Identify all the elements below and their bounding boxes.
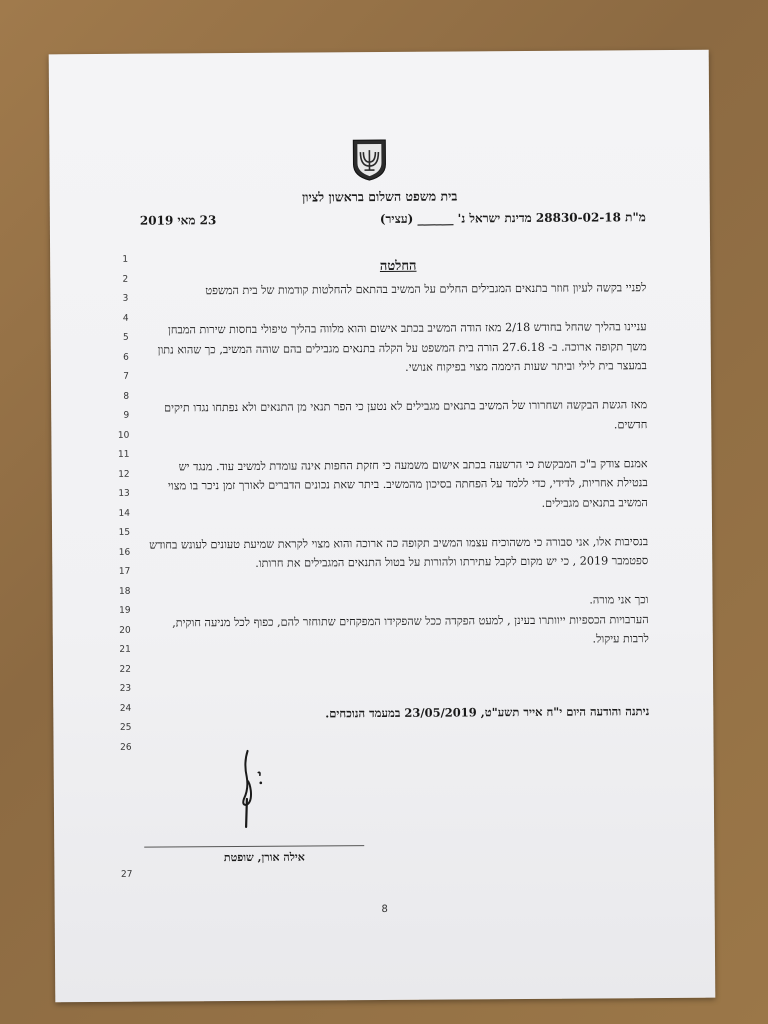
- line-number: 4: [122, 313, 129, 324]
- court-name: בית משפט השלום בראשון לציון: [301, 188, 458, 205]
- line-number: 24: [119, 703, 132, 714]
- decision-body: [146, 278, 649, 652]
- line-number: 6: [123, 352, 129, 363]
- line-number: 17: [118, 566, 131, 577]
- line-number: 7: [123, 371, 129, 382]
- order-intro: וכך אני מורה.: [589, 593, 649, 607]
- line-number: 20: [119, 625, 131, 636]
- line-number: 3: [122, 293, 129, 304]
- line-number: 26: [120, 742, 132, 753]
- line-number: 10: [117, 430, 130, 441]
- paragraph-analysis: אמנם צודק ב"כ המבקשת כי הרשעה בכתב אישום משמעה כי חזקת החפות אינה עומדת למשיב עוד. מנגד יש בנטילת אחריות, לדידי, כדי ללמד על הפחתה בסיכון מהמשיב. ביתר שאת נכונים הדברים לאורך זמן ניכר בו מצוי המשיב בתנאים מגבילים.: [167, 456, 648, 510]
- line-number: 16: [118, 547, 131, 558]
- line-number: 21: [119, 644, 131, 655]
- line-number: 19: [119, 605, 131, 616]
- signature-line: [144, 845, 364, 848]
- line-number: 9: [123, 410, 130, 421]
- line-number: 12: [118, 469, 130, 480]
- line-number: 8: [123, 391, 130, 402]
- line-number: 18: [118, 586, 131, 597]
- line-number: 2: [122, 274, 129, 285]
- document-page: [49, 50, 716, 1003]
- line-number: 1: [122, 254, 129, 265]
- line-number: 25: [119, 722, 132, 733]
- line-number: 23: [119, 683, 132, 694]
- paragraph-background: עניינו בהליך שהחל בחודש 2/18 מאז הודה המשיב בכתב אישום והוא מלווה בהליך טיפולי בחסות שירות המבחן משך תקופה ארוכה. ב- 27.6.18 הורה בית המשפט על הקלה בתנאים מגבילים בהם שוהה המשיב, כך שהוא נתון במעצר בית לילי וביתר שעות היממה מצוי בפיקוח אנושי.: [157, 320, 647, 374]
- case-header: [140, 210, 646, 232]
- line-number: 15: [118, 527, 131, 538]
- line-numbers: [108, 251, 132, 758]
- line-number: 5: [122, 332, 129, 343]
- state-emblem-icon: [349, 138, 389, 182]
- paragraph-request: לפניי בקשה לעיון חוזר בתנאים המגבילים החלים על המשיב בהתאם להחלטות קודמות של בית המשפט: [205, 281, 647, 298]
- case-number: מ"ת 28830-02-18 מדינת ישראל נ' ______ (עציר): [379, 210, 646, 227]
- decision-date: 23 מאי 2019: [139, 213, 217, 228]
- paragraph-compliance: מאז הגשת הבקשה ושחרורו של המשיב בתנאים מגבילים לא נטען כי הפר תנאי מן התנאים ולא נפתחו נגדו תיקים חדשים.: [164, 398, 648, 431]
- line-numbers-footer: [112, 866, 132, 886]
- line-number: 27: [120, 869, 133, 880]
- page-number: 8: [381, 903, 388, 916]
- order-text: הערבויות הכספיות ייוותרו בעינן , למעט הפקדה ככל שהפקידו המפקחים שתוחזר להם, כפוף לכל מניעה חוקית, לרבות עיקול.: [172, 612, 649, 646]
- line-number: 14: [118, 508, 130, 519]
- handwritten-signature-icon: [234, 743, 275, 833]
- line-number: 11: [118, 449, 130, 460]
- given-line: ניתנה והודעה היום י"ח אייר תשע"ט, 23/05/2019 במעמד הנוכחים.: [325, 704, 650, 721]
- line-number: 13: [118, 488, 130, 499]
- line-number: 22: [119, 664, 132, 675]
- decision-title: החלטה: [379, 258, 417, 275]
- paragraph-conclusion: בנסיבות אלו, אני סבורה כי משהוכיח עצמו המשיב תקופה כה ארוכה והוא מצוי לקראת שמיעת טעונים לעונש בחודש ספטמבר 2019 , כי יש מקום לקבל עתירתו ולהורות על בטול התנאים המגבילים את חרותו.: [149, 534, 649, 570]
- judge-name: אילה אורן, שופטת: [223, 850, 305, 865]
